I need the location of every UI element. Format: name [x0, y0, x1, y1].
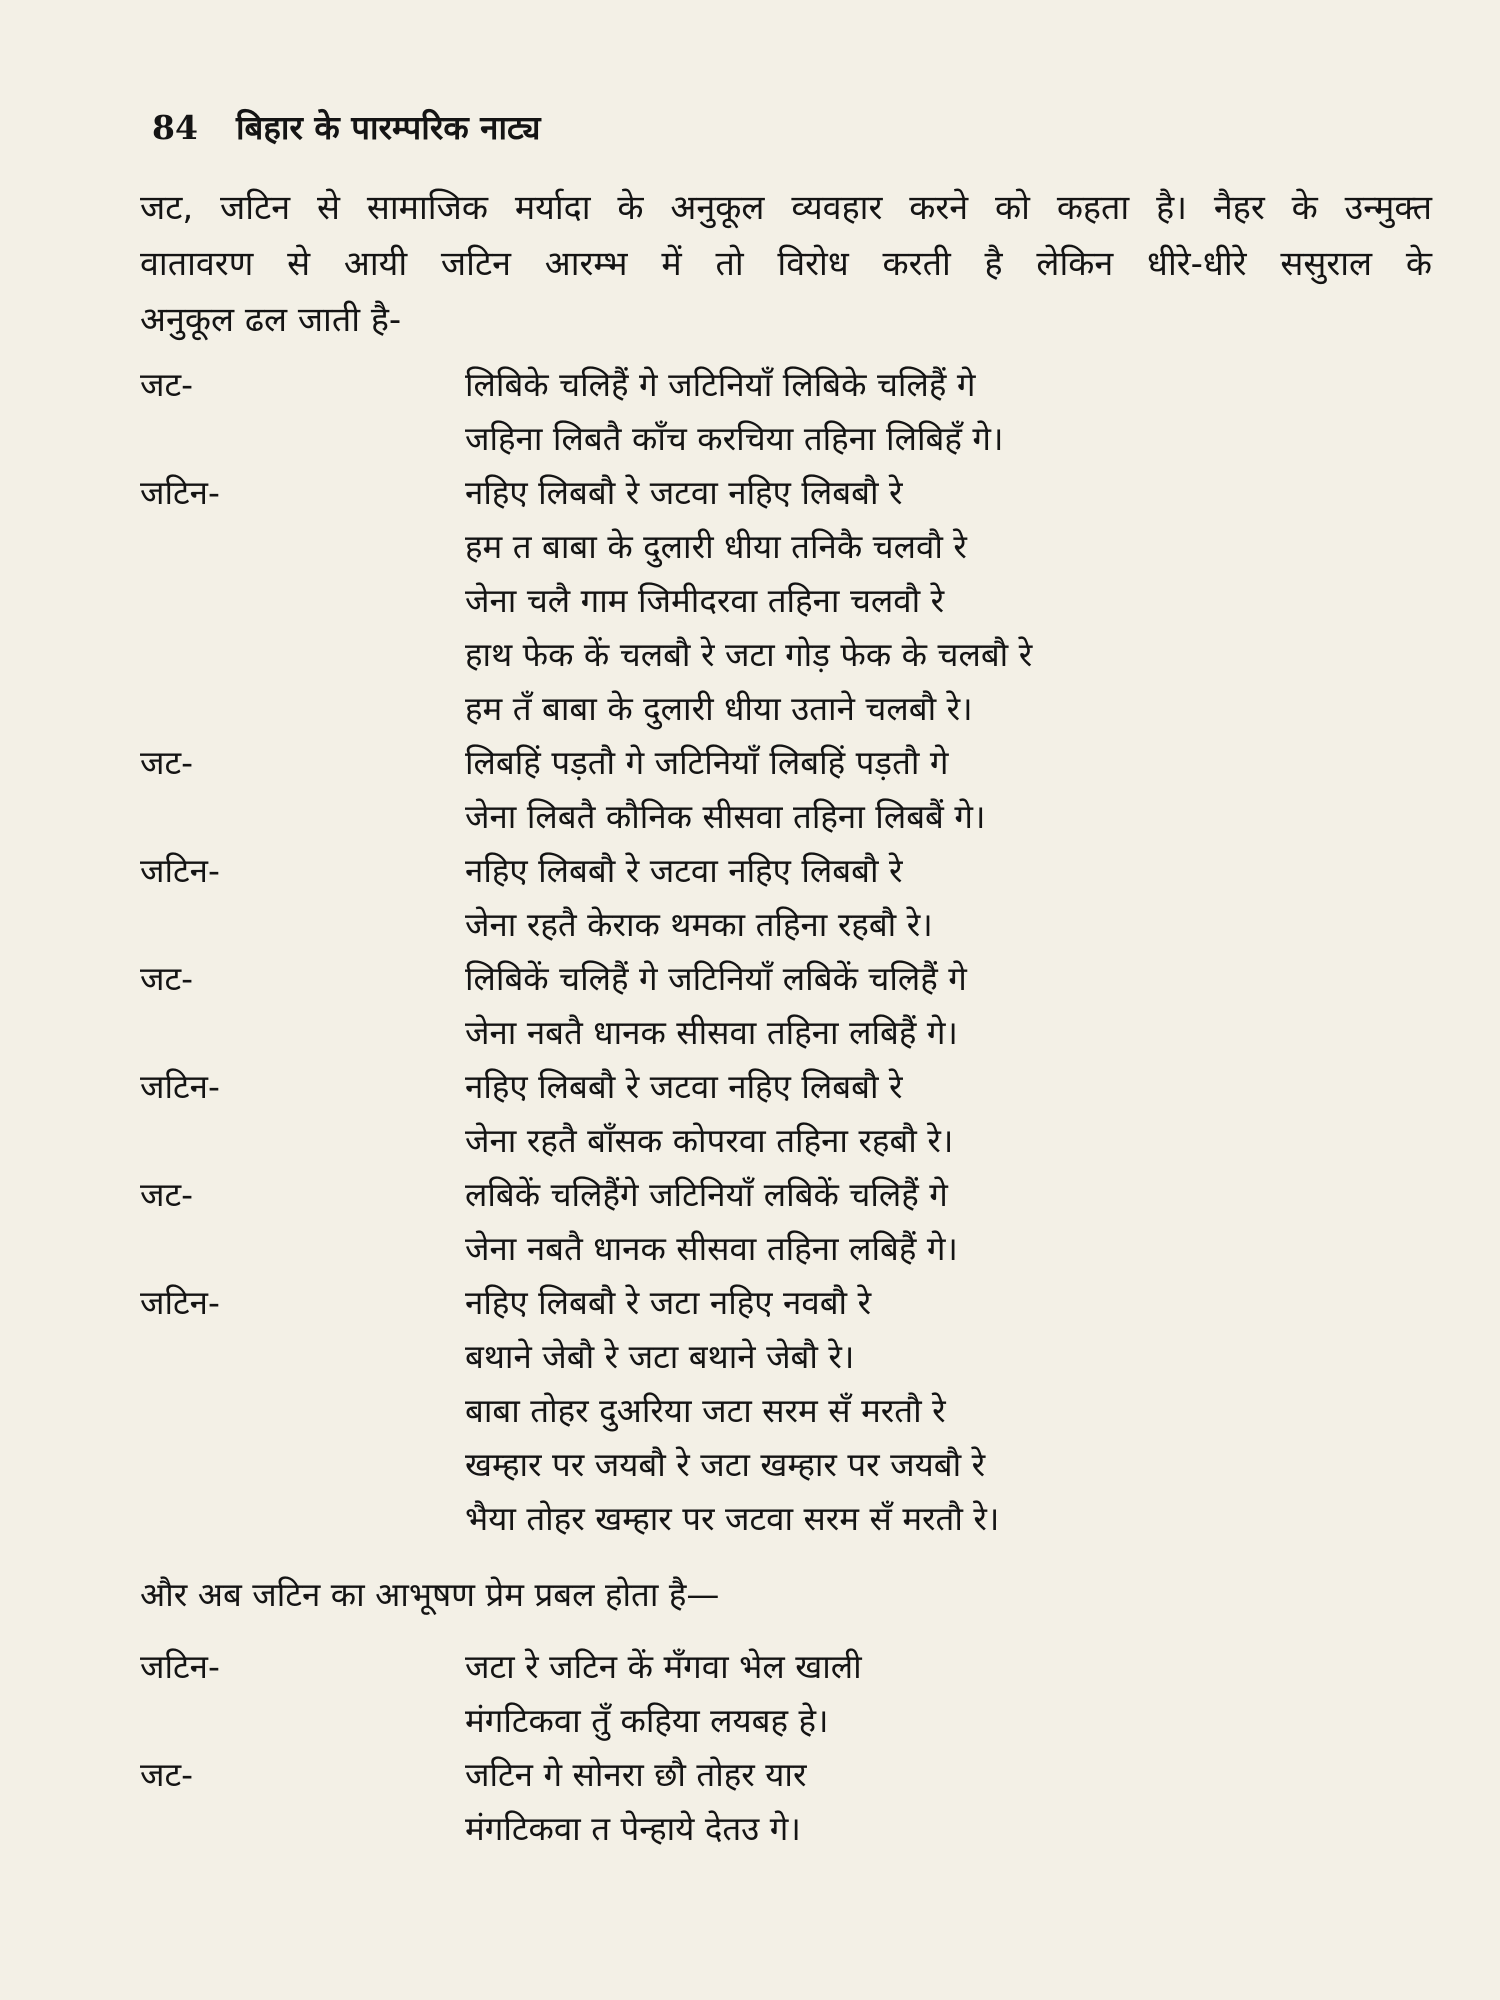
page-number: 84 [152, 108, 198, 147]
speaker-label: जट- [140, 959, 194, 998]
dialogue-block [140, 1168, 1240, 1276]
intro-line: वातावरण से आयी जटिन आरम्भ में तो विरोध करती है लेकिन धीरे-धीरे ससुराल के [140, 244, 1432, 284]
verse-line: हम त बाबा के दुलारी धीया तनिकै चलवौ रे [465, 527, 967, 566]
verse-line: नहिए लिबबौ रे जटवा नहिए लिबबौ रे [465, 851, 903, 890]
verse-line: लिबहिं पड़तौ गे जटिनियाँ लिबहिं पड़तौ गे [465, 743, 949, 782]
dialogue-block [140, 736, 1240, 844]
verse-line: भैया तोहर खम्हार पर जटवा सरम सँ मरतौ रे। [465, 1499, 1000, 1538]
dialogue-block [140, 1748, 1240, 1856]
verse-line: हम तँ बाबा के दुलारी धीया उताने चलबौ रे। [465, 689, 973, 728]
dialogue-block [140, 952, 1240, 1060]
verse-lines [465, 844, 1240, 952]
verse-line: लिबिके चलिहैं गे जटिनियाँ लिबिके चलिहैं गे [465, 365, 976, 404]
intro-line: अनुकूल ढल जाती है- [140, 300, 402, 340]
speaker-label: जट- [140, 365, 194, 404]
running-title: बिहार के पारम्परिक नाट्य [235, 108, 541, 147]
verse-lines [465, 358, 1240, 466]
dialogue-block [140, 1060, 1240, 1168]
verse-line: जेना रहतै केराक थमका तहिना रहबौ रे। [465, 905, 933, 944]
verse-line: खम्हार पर जयबौ रे जटा खम्हार पर जयबौ रे [465, 1445, 986, 1484]
verse-lines [465, 736, 1240, 844]
speaker-label: जटिन- [140, 1283, 220, 1322]
verse-line: मंगटिकवा त पेन्हाये देतउ गे। [465, 1809, 801, 1848]
verse-lines [465, 1748, 1240, 1856]
speaker-label: जट- [140, 743, 194, 782]
dialogue-section-2 [140, 1640, 1240, 1856]
dialogue-block [140, 358, 1240, 466]
verse-line: जटिन गे सोनरा छौ तोहर यार [465, 1755, 807, 1794]
verse-line: जेना रहतै बाँसक कोपरवा तहिना रहबौ रे। [465, 1121, 954, 1160]
verse-line: नहिए लिबबौ रे जटवा नहिए लिबबौ रे [465, 1067, 903, 1106]
narration-line: और अब जटिन का आभूषण प्रेम प्रबल होता है— [140, 1575, 720, 1614]
speaker-label: जट- [140, 1175, 194, 1214]
speaker-label: जटिन- [140, 1647, 220, 1686]
verse-line: जहिना लिबतै काँच करचिया तहिना लिबिहँ गे। [465, 419, 1004, 458]
verse-line: जेना लिबतै कौनिक सीसवा तहिना लिबबैं गे। [465, 797, 986, 836]
verse-line: बाबा तोहर दुअरिया जटा सरम सँ मरतौ रे [465, 1391, 946, 1430]
verse-line: नहिए लिबबौ रे जटवा नहिए लिबबौ रे [465, 473, 903, 512]
dialogue-block [140, 1276, 1240, 1546]
verse-lines [465, 1640, 1240, 1748]
verse-line: लिबिकें चलिहैं गे जटिनियाँ लबिकें चलिहैं गे [465, 959, 967, 998]
verse-lines [465, 952, 1240, 1060]
intro-paragraph [140, 180, 1432, 348]
verse-line: जेना नबतै धानक सीसवा तहिना लबिहैं गे। [465, 1229, 958, 1268]
verse-line: लबिकें चलिहैंगे जटिनियाँ लबिकें चलिहैं गे [465, 1175, 948, 1214]
speaker-label: जटिन- [140, 851, 220, 890]
speaker-label: जट- [140, 1755, 194, 1794]
intro-line: जट, जटिन से सामाजिक मर्यादा के अनुकूल व्यवहार करने को कहता है। नैहर के उन्मुक्त [140, 188, 1432, 228]
dialogue-block [140, 466, 1240, 736]
speaker-label: जटिन- [140, 473, 220, 512]
verse-line: जेना चलै गाम जिमीदरवा तहिना चलवौ रे [465, 581, 945, 620]
dialogue-block [140, 844, 1240, 952]
verse-lines [465, 1060, 1240, 1168]
verse-line: नहिए लिबबौ रे जटा नहिए नवबौ रे [465, 1283, 872, 1322]
verse-line: बथाने जेबौ रे जटा बथाने जेबौ रे। [465, 1337, 855, 1376]
speaker-label: जटिन- [140, 1067, 220, 1106]
verse-lines [465, 1168, 1240, 1276]
verse-line: हाथ फेक कें चलबौ रे जटा गोड़ फेक के चलबौ रे [465, 635, 1033, 674]
page-header [152, 104, 541, 149]
dialogue-section-1 [140, 358, 1240, 1546]
verse-lines [465, 466, 1240, 736]
verse-line: जटा रे जटिन कें मँगवा भेल खाली [465, 1647, 862, 1686]
verse-line: जेना नबतै धानक सीसवा तहिना लबिहैं गे। [465, 1013, 958, 1052]
verse-lines [465, 1276, 1240, 1546]
verse-line: मंगटिकवा तुँ कहिया लयबह हे। [465, 1701, 829, 1740]
dialogue-block [140, 1640, 1240, 1748]
